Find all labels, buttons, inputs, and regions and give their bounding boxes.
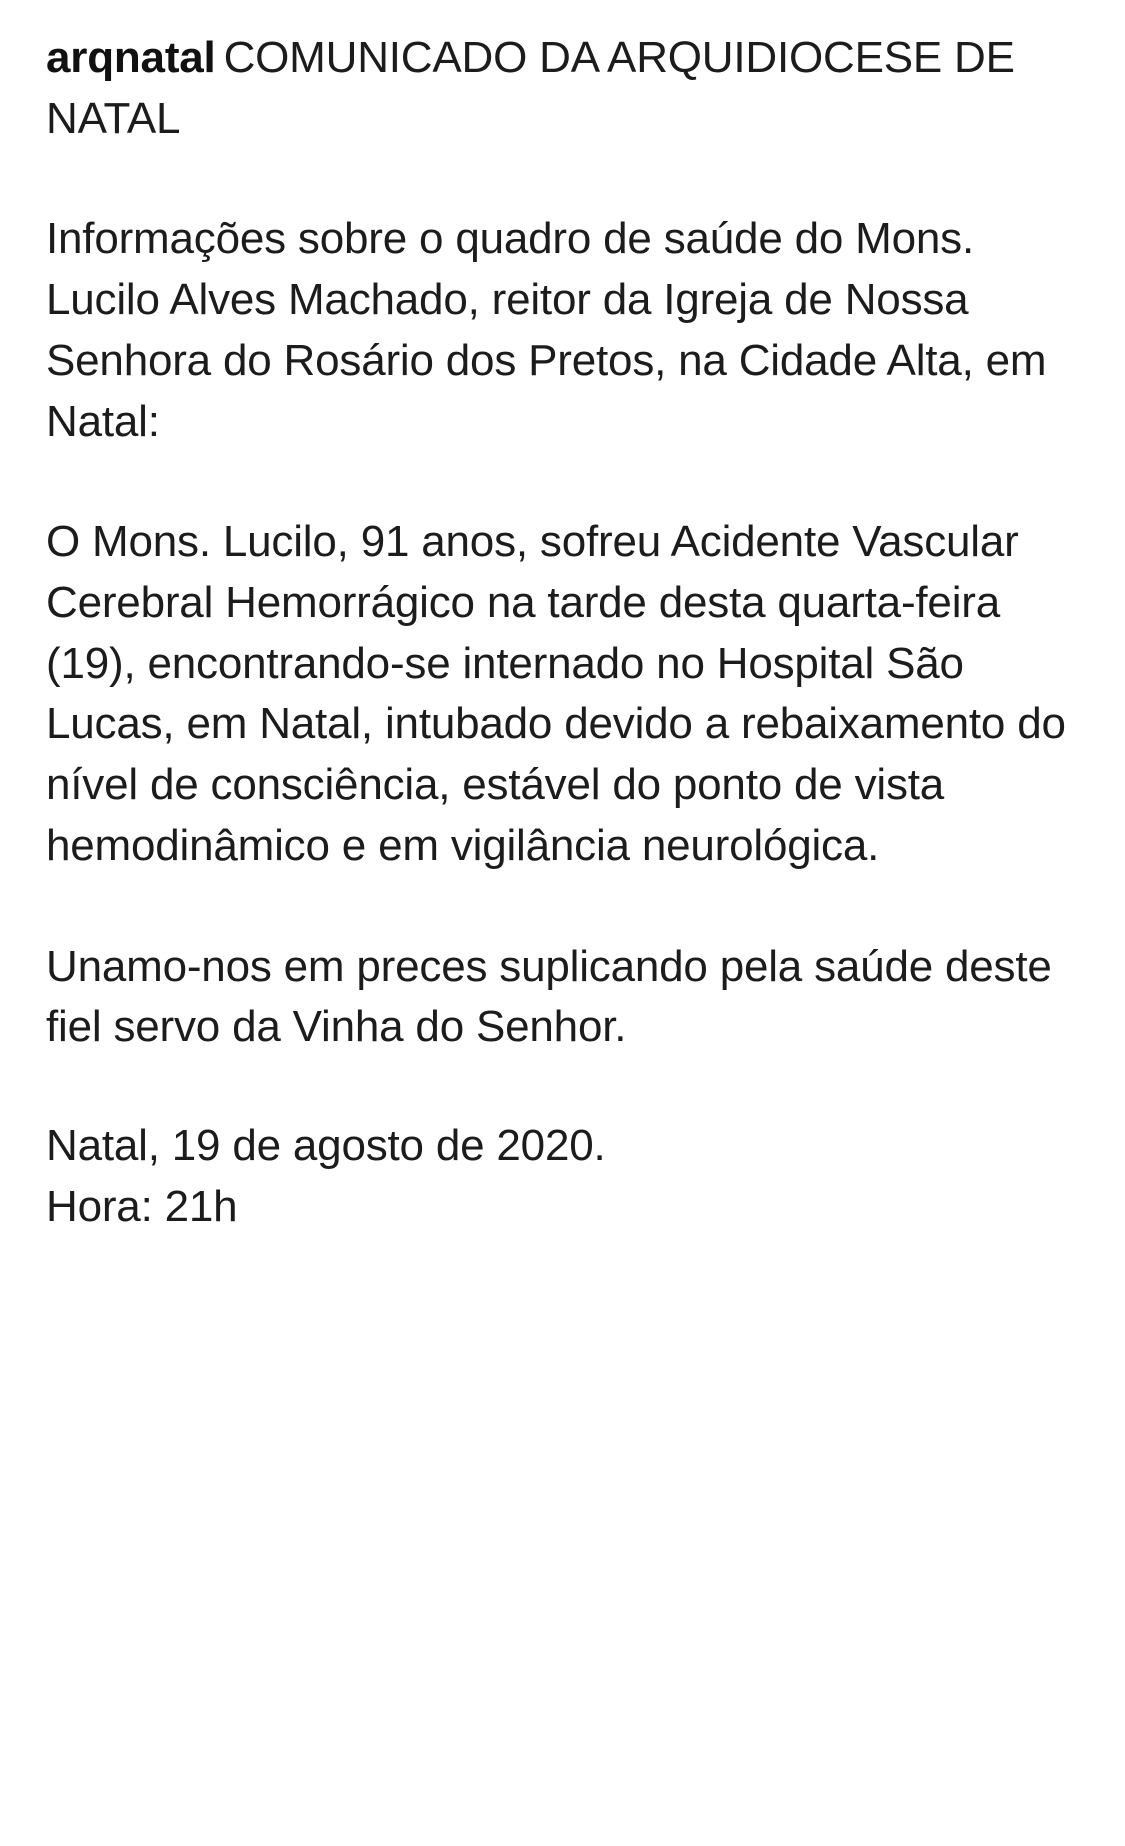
caption-headline-block (46, 28, 1079, 149)
account-username[interactable]: arqnatal (46, 33, 216, 82)
paragraph-spacer (46, 452, 1079, 512)
caption-paragraph-2: O Mons. Lucilo, 91 anos, sofreu Acidente Vascular Cerebral Hemorrágico na tarde desta quarta-feira (19), encontrando-se internado no Hospital São Lucas, em Natal, intubado devido a rebaixamento do nível de consciência, estável do ponto de vista hemodinâmico e em vigilância neurológica. (46, 517, 1066, 870)
caption-headline: COMUNICADO DA ARQUIDIOCESE DE NATAL (46, 33, 1015, 143)
signoff-date: Natal, 19 de agosto de 2020. (46, 1121, 606, 1171)
paragraph-spacer (46, 1058, 1079, 1116)
paragraph-spacer (46, 149, 1079, 209)
paragraph-spacer (46, 877, 1079, 937)
signoff-time: Hora: 21h (46, 1181, 238, 1231)
caption-paragraph-1: Informações sobre o quadro de saúde do Mons. Lucilo Alves Machado, reitor da Igreja de Nossa Senhora do Rosário dos Pretos, na Cidade Alta, em Natal: (46, 214, 1047, 446)
caption-paragraph-3: Unamo-nos em preces suplicando pela saúde deste fiel servo da Vinha do Senhor. (46, 941, 1052, 1052)
